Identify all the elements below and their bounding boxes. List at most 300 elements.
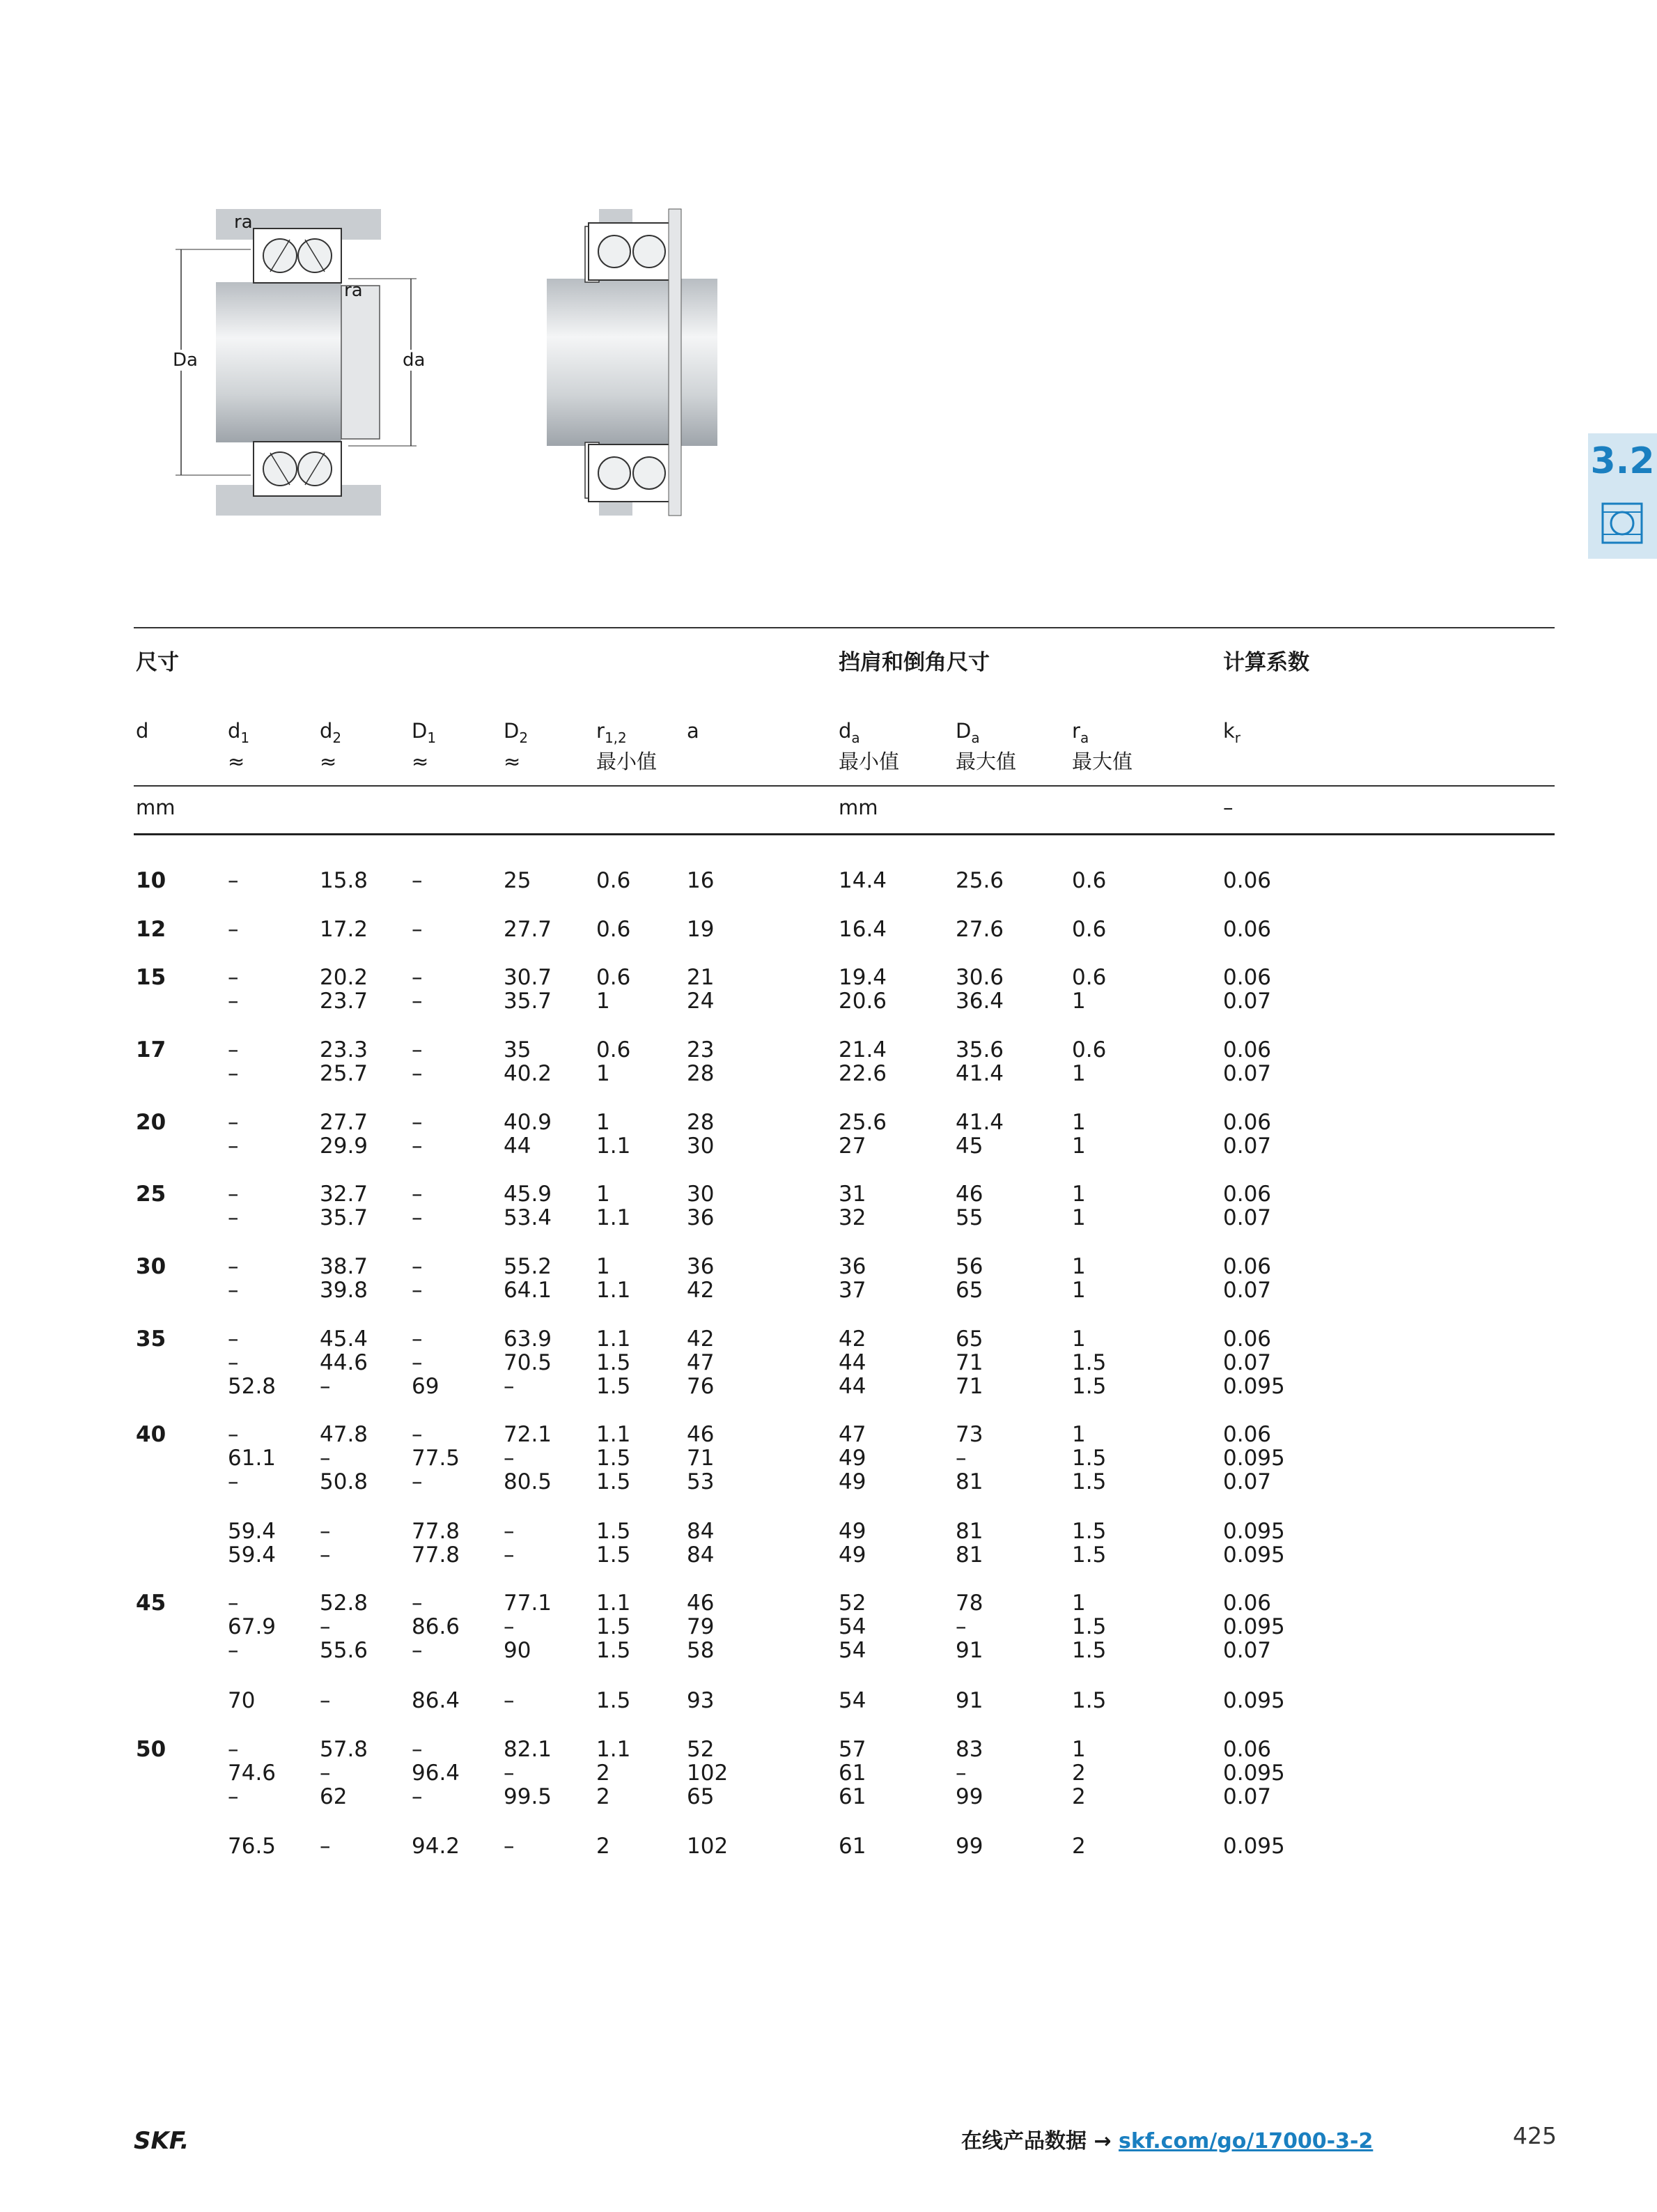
table-cell: 15 (136, 965, 166, 990)
table-cell: 102 (687, 1834, 729, 1859)
table-cell: 1.5 (596, 1469, 631, 1494)
table-cell: 74.6 (228, 1761, 277, 1786)
table-cell: 46 (956, 1182, 983, 1207)
table-cell: – (320, 1614, 331, 1639)
table-cell: 80.5 (504, 1469, 552, 1494)
table-cell: 1.5 (1072, 1542, 1107, 1568)
column-header-7: $d_a$ 最小值 (839, 719, 900, 773)
table-cell: 44.6 (320, 1350, 368, 1375)
table-cell: 0.095 (1223, 1446, 1285, 1471)
table-cell: 23.3 (320, 1037, 368, 1062)
column-header-0: d (136, 719, 149, 743)
table-cell: – (412, 1327, 423, 1352)
table-cell: – (504, 1519, 515, 1544)
table-cell: 20.6 (839, 989, 887, 1014)
table-cell: – (228, 868, 239, 893)
table-cell: 1.5 (1072, 1614, 1107, 1639)
table-cell: 20 (136, 1110, 166, 1135)
table-cell: 41.4 (956, 1110, 1004, 1135)
table-row (0, 1638, 1657, 1664)
table-cell: 77.8 (412, 1519, 460, 1544)
table-cell: 61.1 (228, 1446, 277, 1471)
table-cell: 49 (839, 1519, 866, 1544)
online-data-label: 在线产品数据 (961, 2129, 1087, 2153)
table-row (0, 1327, 1657, 1353)
table-cell: 46 (687, 1422, 715, 1447)
table-cell: 78 (956, 1591, 983, 1616)
table-cell: 1 (1072, 989, 1086, 1014)
table-cell: 70 (228, 1688, 256, 1713)
table-cell: 2 (596, 1784, 610, 1809)
table-cell: 81 (956, 1469, 983, 1494)
table-cell: 12 (136, 917, 166, 942)
table-row (0, 1254, 1657, 1281)
table-cell: 1.5 (596, 1542, 631, 1568)
table-cell: 0.07 (1223, 1205, 1272, 1230)
table-cell: 36 (839, 1254, 866, 1279)
table-row (0, 1614, 1657, 1641)
table-cell: 1.5 (1072, 1638, 1107, 1663)
table-cell: 0.06 (1223, 1327, 1272, 1352)
table-cell: 17.2 (320, 917, 368, 942)
table-cell: 35 (504, 1037, 531, 1062)
table-cell: 0.6 (596, 868, 631, 893)
table-cell: 45.4 (320, 1327, 368, 1352)
table-cell: 0.07 (1223, 1061, 1272, 1086)
table-cell: 76.5 (228, 1834, 277, 1859)
table-cell: 0.6 (596, 917, 631, 942)
table-cell: – (504, 1834, 515, 1859)
table-cell: 55.2 (504, 1254, 552, 1279)
table-cell: 76 (687, 1374, 715, 1399)
table-cell: 50.8 (320, 1469, 368, 1494)
table-cell: – (956, 1614, 967, 1639)
table-cell: 77.5 (412, 1446, 460, 1471)
table-cell: – (228, 989, 239, 1014)
table-cell: 25.6 (839, 1110, 887, 1135)
table-cell: 81 (956, 1542, 983, 1568)
column-header-1: $d_1$ ≈ (228, 719, 250, 773)
bearing-mounting-drawings (160, 202, 717, 523)
table-cell: 61 (839, 1834, 866, 1859)
table-cell: 77.8 (412, 1542, 460, 1568)
table-cell: 47 (839, 1422, 866, 1447)
table-cell: 27 (839, 1134, 866, 1159)
table-cell: 1.5 (1072, 1469, 1107, 1494)
table-cell: 77.1 (504, 1591, 552, 1616)
table-cell: 23.7 (320, 989, 368, 1014)
table-cell: 0.095 (1223, 1834, 1285, 1859)
table-row (0, 1519, 1657, 1545)
table-row (0, 1542, 1657, 1569)
table-cell: 1.5 (596, 1688, 631, 1713)
table-cell: – (412, 1110, 423, 1135)
bearing-section-icon (1601, 502, 1644, 545)
table-cell: 19.4 (839, 965, 887, 990)
product-data-url[interactable]: skf.com/go/17000-3-2 (1119, 2129, 1374, 2153)
table-cell: 83 (956, 1737, 983, 1762)
table-cell: 61 (839, 1761, 866, 1786)
column-header-4: $D_2$ ≈ (504, 719, 529, 773)
table-cell: 79 (687, 1614, 715, 1639)
table-cell: 2 (1072, 1784, 1086, 1809)
units-rule (134, 833, 1555, 835)
table-cell: 0.06 (1223, 1422, 1272, 1447)
table-cell: 0.6 (596, 965, 631, 990)
table-cell: 0.07 (1223, 989, 1272, 1014)
table-cell: 39.8 (320, 1278, 368, 1303)
table-cell: 37 (839, 1278, 866, 1303)
table-cell: 2 (596, 1761, 610, 1786)
table-cell: 46 (687, 1591, 715, 1616)
table-cell: 1.5 (596, 1519, 631, 1544)
table-cell: – (412, 1278, 423, 1303)
table-cell: 64.1 (504, 1278, 552, 1303)
table-cell: 0.06 (1223, 1591, 1272, 1616)
table-cell: 1.5 (596, 1350, 631, 1375)
table-cell: 10 (136, 868, 166, 893)
table-cell: 42 (687, 1278, 715, 1303)
table-cell: 1 (1072, 1205, 1086, 1230)
table-cell: 59.4 (228, 1542, 277, 1568)
table-row (0, 1037, 1657, 1064)
table-cell: 52.8 (228, 1374, 277, 1399)
table-cell: 0.06 (1223, 868, 1272, 893)
table-cell: 1 (1072, 1061, 1086, 1086)
table-cell: 32 (839, 1205, 866, 1230)
table-row (0, 989, 1657, 1015)
table-cell: – (228, 1205, 239, 1230)
table-cell: 27.7 (504, 917, 552, 942)
table-cell: 25.7 (320, 1061, 368, 1086)
table-cell: 1 (596, 989, 610, 1014)
table-cell: 65 (687, 1784, 715, 1809)
table-cell: 53 (687, 1469, 715, 1494)
table-cell: 54 (839, 1688, 866, 1713)
table-cell: 1 (596, 1110, 610, 1135)
table-cell: 0.095 (1223, 1542, 1285, 1568)
table-cell: – (228, 1784, 239, 1809)
table-row (0, 868, 1657, 895)
table-cell: 31 (839, 1182, 866, 1207)
label-ra-mid: ra (344, 280, 363, 301)
table-cell: 22.6 (839, 1061, 887, 1086)
table-cell: 1.1 (596, 1591, 631, 1616)
table-cell: 27.6 (956, 917, 1004, 942)
table-cell: 0.095 (1223, 1614, 1285, 1639)
table-cell: 0.095 (1223, 1374, 1285, 1399)
table-top-rule (134, 627, 1555, 628)
table-cell: 70.5 (504, 1350, 552, 1375)
table-cell: 86.4 (412, 1688, 460, 1713)
table-cell: – (412, 1591, 423, 1616)
table-cell: 35.7 (504, 989, 552, 1014)
table-cell: 54 (839, 1638, 866, 1663)
table-cell: 2 (1072, 1834, 1086, 1859)
column-header-10: $k_r$ (1223, 719, 1241, 746)
table-cell: 44 (839, 1374, 866, 1399)
table-cell: 16.4 (839, 917, 887, 942)
table-cell: 65 (956, 1327, 983, 1352)
skf-logo-text: SKF. (134, 2127, 189, 2154)
table-cell: 91 (956, 1688, 983, 1713)
table-cell: 1.5 (1072, 1688, 1107, 1713)
table-cell: – (320, 1519, 331, 1544)
table-cell: 86.6 (412, 1614, 460, 1639)
table-cell: 99 (956, 1784, 983, 1809)
table-cell: 57 (839, 1737, 866, 1762)
table-cell: – (320, 1688, 331, 1713)
table-cell: – (412, 1737, 423, 1762)
table-row (0, 1422, 1657, 1448)
table-cell: 41.4 (956, 1061, 1004, 1086)
table-cell: 30 (687, 1134, 715, 1159)
table-row (0, 1591, 1657, 1617)
table-cell: 55 (956, 1205, 983, 1230)
table-cell: 53.4 (504, 1205, 552, 1230)
table-cell: 0.6 (1072, 965, 1107, 990)
table-cell: 73 (956, 1422, 983, 1447)
table-row (0, 917, 1657, 943)
table-cell: 0.07 (1223, 1784, 1272, 1809)
table-cell: 45 (136, 1591, 166, 1616)
page-number: 425 (1513, 2122, 1557, 2149)
table-cell: – (412, 1638, 423, 1663)
table-cell: 1 (1072, 1278, 1086, 1303)
online-data-link[interactable] (961, 2124, 1373, 2154)
table-cell: 0.07 (1223, 1638, 1272, 1663)
table-cell: 102 (687, 1761, 729, 1786)
table-cell: – (504, 1688, 515, 1713)
table-cell: 42 (839, 1327, 866, 1352)
table-cell: 40 (136, 1422, 166, 1447)
table-cell: 30.6 (956, 965, 1004, 990)
table-cell: – (956, 1761, 967, 1786)
table-cell: 82.1 (504, 1737, 552, 1762)
table-cell: 99.5 (504, 1784, 552, 1809)
table-cell: 45 (956, 1134, 983, 1159)
table-cell: 72.1 (504, 1422, 552, 1447)
table-cell: – (228, 1350, 239, 1375)
label-ra-top: ra (234, 212, 253, 233)
column-header-5: $r_{1,2}$ 最小值 (596, 719, 658, 773)
table-cell: – (228, 1061, 239, 1086)
table-cell: 56 (956, 1254, 983, 1279)
table-cell: 25.6 (956, 868, 1004, 893)
table-cell: – (320, 1542, 331, 1568)
table-cell: – (504, 1614, 515, 1639)
table-cell: – (320, 1446, 331, 1471)
table-cell: 49 (839, 1542, 866, 1568)
column-header-3: $D_1$ ≈ (412, 719, 437, 773)
table-cell: 0.06 (1223, 1110, 1272, 1135)
label-da: da (403, 350, 426, 371)
table-cell: – (228, 1638, 239, 1663)
table-cell: 0.07 (1223, 1350, 1272, 1375)
table-cell: 38.7 (320, 1254, 368, 1279)
section-tab (1588, 433, 1657, 559)
table-cell: – (228, 1037, 239, 1062)
table-cell: – (504, 1374, 515, 1399)
table-cell: 32.7 (320, 1182, 368, 1207)
table-cell: – (228, 1591, 239, 1616)
table-cell: 14.4 (839, 868, 887, 893)
table-cell: 25 (136, 1182, 166, 1207)
table-cell: 35 (136, 1327, 166, 1352)
table-cell: 44 (504, 1134, 531, 1159)
table-cell: 1.5 (596, 1614, 631, 1639)
table-cell: 1.1 (596, 1134, 631, 1159)
table-cell: 52.8 (320, 1591, 368, 1616)
table-cell: 1 (1072, 1422, 1086, 1447)
table-cell: 1.5 (596, 1374, 631, 1399)
table-cell: 45.9 (504, 1182, 552, 1207)
table-cell: 54 (839, 1614, 866, 1639)
table-cell: 0.06 (1223, 1737, 1272, 1762)
table-cell: 17 (136, 1037, 166, 1062)
table-cell: – (504, 1761, 515, 1786)
table-cell: 35.7 (320, 1205, 368, 1230)
table-cell: 1 (1072, 1134, 1086, 1159)
table-cell: 0.06 (1223, 1254, 1272, 1279)
table-cell: 20.2 (320, 965, 368, 990)
table-cell: 36 (687, 1254, 715, 1279)
table-row (0, 965, 1657, 991)
table-cell: 1.5 (1072, 1374, 1107, 1399)
table-cell: 93 (687, 1688, 715, 1713)
table-cell: – (504, 1542, 515, 1568)
table-cell: 84 (687, 1542, 715, 1568)
table-row (0, 1205, 1657, 1232)
table-cell: – (412, 917, 423, 942)
table-cell: 29.9 (320, 1134, 368, 1159)
table-cell: 19 (687, 917, 715, 942)
table-cell: 0.6 (1072, 1037, 1107, 1062)
table-cell: 1 (1072, 1327, 1086, 1352)
table-cell: 57.8 (320, 1737, 368, 1762)
column-header-6: a (687, 719, 699, 743)
table-cell: – (228, 1278, 239, 1303)
table-cell: 1.5 (1072, 1519, 1107, 1544)
table-cell: 65 (956, 1278, 983, 1303)
table-cell: – (412, 1037, 423, 1062)
table-cell: – (412, 1205, 423, 1230)
table-cell: 36 (687, 1205, 715, 1230)
table-cell: – (228, 1737, 239, 1762)
table-row (0, 1761, 1657, 1787)
table-cell: 55.6 (320, 1638, 368, 1663)
table-cell: – (412, 1182, 423, 1207)
table-cell: 0.06 (1223, 1037, 1272, 1062)
table-cell: – (504, 1446, 515, 1471)
table-cell: – (412, 1061, 423, 1086)
table-cell: 67.9 (228, 1614, 277, 1639)
table-cell: 0.06 (1223, 965, 1272, 990)
table-cell: 81 (956, 1519, 983, 1544)
table-cell: 1 (1072, 1182, 1086, 1207)
table-cell: 63.9 (504, 1327, 552, 1352)
table-cell: 25 (504, 868, 531, 893)
table-cell: 94.2 (412, 1834, 460, 1859)
table-cell: 96.4 (412, 1761, 460, 1786)
table-cell: – (412, 1469, 423, 1494)
table-cell: – (412, 965, 423, 990)
group-dimensions: 尺寸 (136, 650, 179, 675)
table-cell: 0.6 (1072, 917, 1107, 942)
table-cell: 71 (687, 1446, 715, 1471)
table-cell: 42 (687, 1327, 715, 1352)
table-cell: 62 (320, 1784, 348, 1809)
table-cell: 47 (687, 1350, 715, 1375)
table-cell: – (320, 1761, 331, 1786)
table-cell: – (956, 1446, 967, 1471)
skf-logo (134, 2126, 217, 2157)
table-row (0, 1446, 1657, 1472)
table-row (0, 1182, 1657, 1208)
table-cell: – (228, 1182, 239, 1207)
table-cell: 0.06 (1223, 917, 1272, 942)
unit-dimensions: mm (136, 796, 176, 819)
table-row (0, 1350, 1657, 1377)
table-cell: – (228, 1110, 239, 1135)
table-cell: 1.5 (596, 1446, 631, 1471)
column-header-2: $d_2$ ≈ (320, 719, 342, 773)
table-cell: – (412, 1254, 423, 1279)
table-cell: 59.4 (228, 1519, 277, 1544)
table-cell: 0.07 (1223, 1134, 1272, 1159)
table-cell: – (412, 1784, 423, 1809)
table-row (0, 1834, 1657, 1860)
table-cell: 90 (504, 1638, 531, 1663)
table-cell: 1 (1072, 1591, 1086, 1616)
table-row (0, 1374, 1657, 1400)
table-cell: 44 (839, 1350, 866, 1375)
section-number: 3.2 (1590, 440, 1655, 482)
table-cell: 1.1 (596, 1278, 631, 1303)
table-cell: 1.1 (596, 1327, 631, 1352)
table-cell: 30.7 (504, 965, 552, 990)
table-cell: 71 (956, 1374, 983, 1399)
table-cell: 1.1 (596, 1205, 631, 1230)
table-cell: 71 (956, 1350, 983, 1375)
arrow-right-icon: → (1094, 2129, 1112, 2153)
table-cell: – (228, 965, 239, 990)
table-cell: 1 (596, 1254, 610, 1279)
table-cell: 40.9 (504, 1110, 552, 1135)
table-cell: – (228, 1134, 239, 1159)
table-row (0, 1061, 1657, 1088)
table-cell: 52 (839, 1591, 866, 1616)
group-calc-factor: 计算系数 (1223, 650, 1309, 675)
table-cell: 36.4 (956, 989, 1004, 1014)
table-cell: 91 (956, 1638, 983, 1663)
table-cell: – (320, 1374, 331, 1399)
table-cell: – (412, 989, 423, 1014)
column-header-9: $r_a$ 最大值 (1072, 719, 1133, 773)
table-cell: 35.6 (956, 1037, 1004, 1062)
table-cell: 0.07 (1223, 1469, 1272, 1494)
table-cell: 1.1 (596, 1737, 631, 1762)
table-cell: 16 (687, 868, 715, 893)
table-row (0, 1688, 1657, 1715)
group-abutment: 挡肩和倒角尺寸 (839, 650, 990, 675)
table-cell: 1.5 (596, 1638, 631, 1663)
table-cell: – (228, 1254, 239, 1279)
table-cell: 1.5 (1072, 1446, 1107, 1471)
table-cell: 15.8 (320, 868, 368, 893)
table-cell: 0.07 (1223, 1278, 1272, 1303)
table-cell: 47.8 (320, 1422, 368, 1447)
